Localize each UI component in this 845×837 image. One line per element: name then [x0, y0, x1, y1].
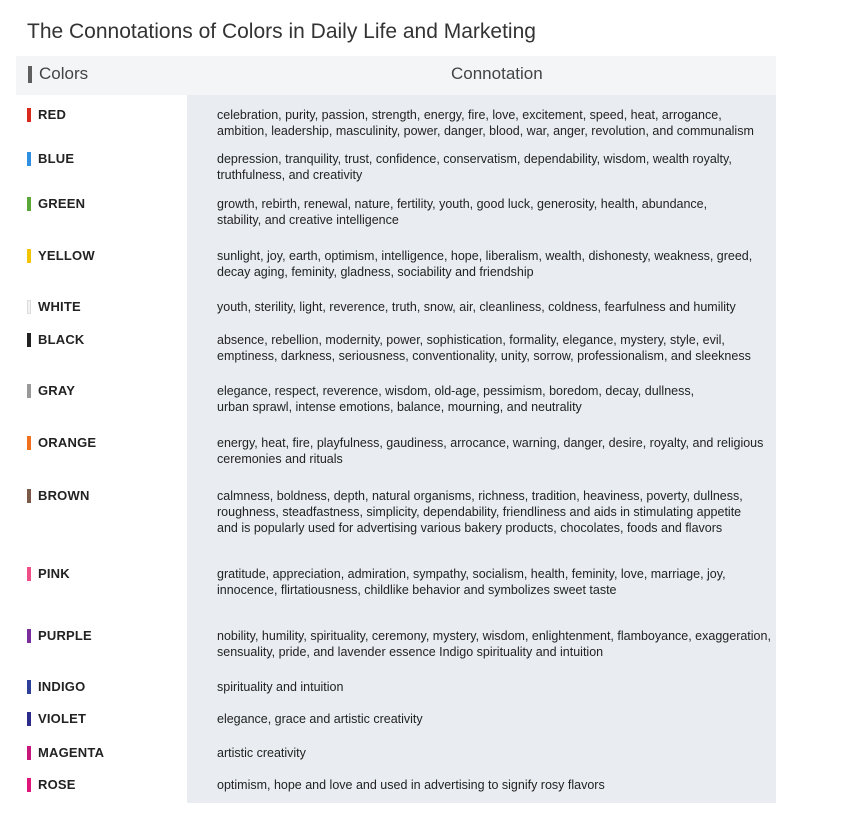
- color-name: ORANGE: [38, 435, 97, 450]
- color-swatch: [27, 108, 31, 122]
- color-name: BROWN: [38, 488, 90, 503]
- color-name: GRAY: [38, 383, 76, 398]
- header-colors: Colors: [39, 64, 89, 83]
- connotation-text: optimism, hope and love and used in advertising to signify rosy flavors: [217, 778, 605, 792]
- color-swatch: [27, 489, 31, 503]
- connotation-text: nobility, humility, spirituality, ceremony, mystery, wisdom, enlightenment, flamboyance, exaggeration, sensuality, pride, and lavender essence Indigo spirituality and intuition: [217, 629, 771, 659]
- connotation-text: gratitude, appreciation, admiration, sympathy, socialism, health, feminity, love, marriage, joy, innocence, flirtatiousness, childlike behavior and symbolizes sweet taste: [217, 567, 726, 597]
- header-marker: [28, 66, 32, 83]
- color-name: WHITE: [38, 299, 81, 314]
- color-name: BLACK: [38, 332, 85, 347]
- color-swatch: [27, 680, 31, 694]
- color-name: VIOLET: [38, 711, 87, 726]
- table-header: [16, 56, 776, 95]
- color-swatch: [27, 712, 31, 726]
- color-swatch: [27, 333, 31, 347]
- connotation-text: depression, tranquility, trust, confidence, conservatism, dependability, wisdom, wealth royalty, truthfulness, and creativity: [217, 152, 732, 182]
- connotation-text: sunlight, joy, earth, optimism, intelligence, hope, liberalism, wealth, dishonesty, weakness, greed, decay aging, feminity, gladness, sociability and friendship: [217, 249, 753, 279]
- connotation-text: growth, rebirth, renewal, nature, fertility, youth, good luck, generosity, health, abundance, stability, and creative intelligence: [217, 197, 708, 227]
- color-name: PURPLE: [38, 628, 92, 643]
- color-name: ROSE: [38, 777, 76, 792]
- connotation-text: elegance, grace and artistic creativity: [217, 712, 423, 726]
- color-name: MAGENTA: [38, 745, 105, 760]
- color-name: RED: [38, 107, 67, 122]
- connotation-text: youth, sterility, light, reverence, truth, snow, air, cleanliness, coldness, fearfulness and humility: [217, 300, 736, 314]
- header-connotation: Connotation: [451, 64, 543, 83]
- color-name: BLUE: [38, 151, 75, 166]
- color-swatch: [27, 197, 31, 211]
- color-name: INDIGO: [38, 679, 86, 694]
- color-swatch: [27, 778, 31, 792]
- color-name: GREEN: [38, 196, 86, 211]
- color-swatch: [27, 436, 31, 450]
- color-swatch: [27, 567, 31, 581]
- connotation-text: artistic creativity: [217, 746, 306, 760]
- connotation-text: calmness, boldness, depth, natural organisms, richness, tradition, heaviness, poverty, dullness, roughness, steadfastness, simplicity, dependability, friendliness and aids in stimulating appetite and is popularly used for advertising various bakery products, chocolates, foods and flavors: [217, 489, 743, 535]
- connotation-text: elegance, respect, reverence, wisdom, old-age, pessimism, boredom, decay, dullness, urban sprawl, intense emotions, balance, mourning, and neutrality: [217, 384, 695, 414]
- color-name: PINK: [38, 566, 70, 581]
- color-swatch: [27, 300, 31, 314]
- connotation-text: celebration, purity, passion, strength, energy, fire, love, excitement, speed, heat, arrogance, ambition, leadership, masculinity, power, danger, blood, war, anger, revolution, and communalism: [217, 108, 754, 138]
- color-swatch: [27, 249, 31, 263]
- color-swatch: [27, 746, 31, 760]
- color-swatch: [27, 152, 31, 166]
- color-swatch: [27, 629, 31, 643]
- page-title: The Connotations of Colors in Daily Life and Marketing: [27, 20, 536, 43]
- connotation-text: energy, heat, fire, playfulness, gaudiness, arrocance, warning, danger, desire, royalty, and religious ceremonies and rituals: [217, 436, 764, 466]
- color-name: YELLOW: [38, 248, 95, 263]
- connotation-text: absence, rebellion, modernity, power, sophistication, formality, elegance, mystery, style, evil, emptiness, darkness, seriousness, conventionality, unity, sorrow, professionalism, and sleekness: [217, 333, 751, 363]
- color-swatch: [27, 384, 31, 398]
- connotation-text: spirituality and intuition: [217, 680, 344, 694]
